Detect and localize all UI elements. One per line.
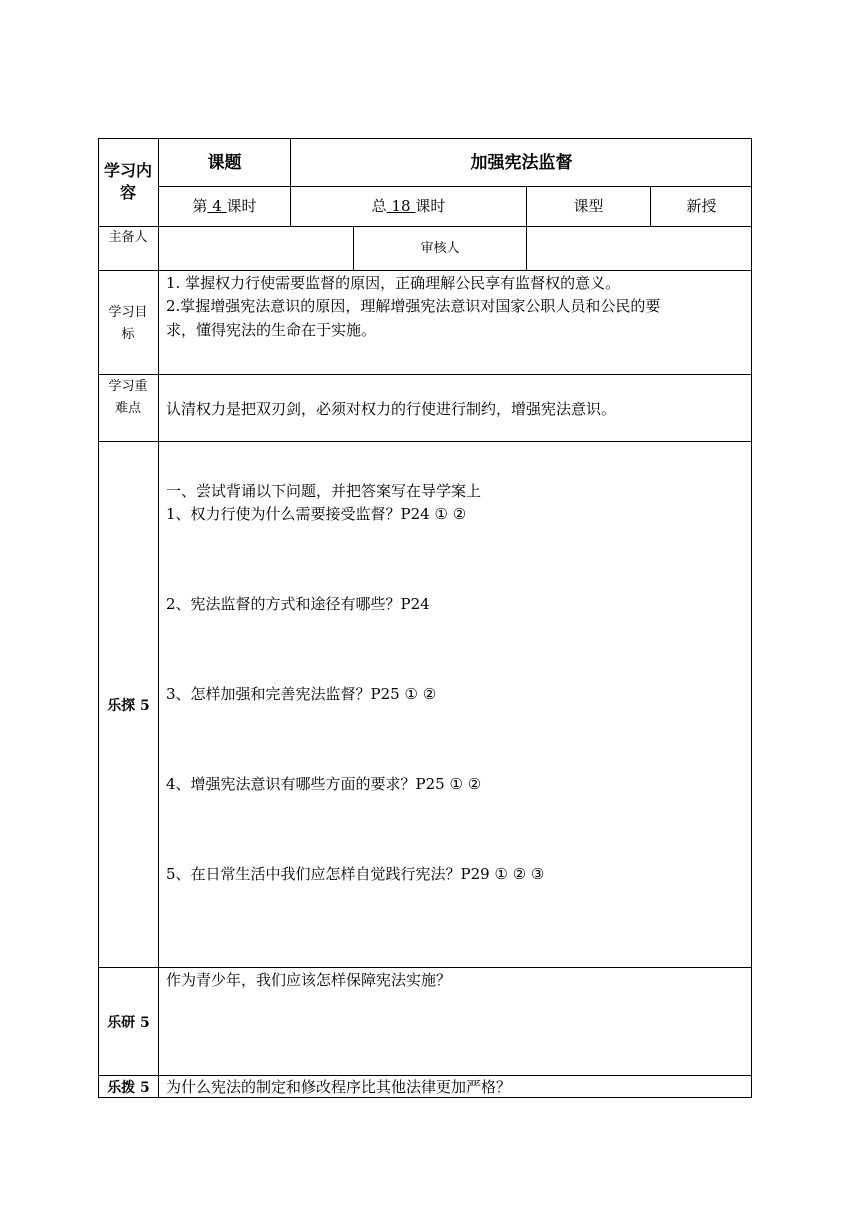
explore-question-5: 5、在日常生活中我们应怎样自觉践行宪法？P29 ① ② ③ — [166, 865, 545, 883]
col-divider — [526, 226, 527, 270]
row-divider — [98, 967, 752, 968]
lesson-number — [159, 196, 290, 216]
total-number-value: 18 — [391, 197, 411, 215]
key-points-text: 认清权力是把双刃剑，必须对权力的行使进行制约，增强宪法意识。 — [166, 400, 617, 418]
key-points-label: 学习重难点 — [108, 379, 148, 416]
total-suffix: 课时 — [415, 197, 446, 215]
row-divider — [98, 374, 752, 375]
lesson-number-value: 4 — [212, 197, 222, 215]
explore-label: 乐探 5 — [107, 698, 150, 714]
row-divider — [98, 270, 752, 271]
lesson-suffix: 课时 — [226, 197, 257, 215]
expand-question: 为什么宪法的制定和修改程序比其他法律更加严格？ — [166, 1078, 512, 1096]
research-question: 作为青少年，我们应该怎样保障宪法实施？ — [166, 971, 452, 989]
col-divider — [158, 138, 159, 1098]
objective-2-line1: 2.掌握增强宪法意识的原因，理解增强宪法意识对国家公职人员和公民的要 — [166, 297, 661, 315]
objective-1: 1. 掌握权力行使需要监督的原因，正确理解公民享有监督权的意义。 — [166, 274, 621, 292]
topic-label: 课题 — [207, 153, 242, 173]
objectives-label: 学习目标 — [108, 305, 148, 342]
explore-question-4: 4、增强宪法意识有哪些方面的要求？P25 ① ② — [166, 775, 482, 793]
row-divider — [158, 186, 752, 187]
lesson-type-label: 课型 — [573, 197, 604, 215]
reviewer-label: 审核人 — [420, 241, 460, 256]
preparer-label: 主备人 — [108, 230, 148, 245]
expand-label: 乐拨 5 — [107, 1080, 150, 1096]
research-label: 乐研 5 — [107, 1015, 150, 1031]
lesson-prefix: 第 — [192, 197, 208, 215]
explore-intro: 一、尝试背诵以下问题，并把答案写在导学案上 — [166, 482, 482, 500]
explore-question-2: 2、宪法监督的方式和途径有哪些？P24 — [166, 595, 430, 613]
row-divider — [98, 226, 752, 227]
study-content-label: 学习内容 — [104, 161, 153, 202]
explore-question-1: 1、权力行使为什么需要接受监督？P24 ① ② — [166, 505, 467, 523]
objective-2-line2: 求，懂得宪法的生命在于实施。 — [166, 321, 377, 339]
total-prefix: 总 — [371, 197, 387, 215]
lesson-type-value: 新授 — [686, 197, 717, 215]
explore-question-3: 3、怎样加强和完善宪法监督？P25 ① ② — [166, 685, 437, 703]
topic-title: 加强宪法监督 — [470, 153, 573, 173]
row-divider — [98, 1075, 752, 1076]
total-lessons — [291, 196, 526, 216]
row-divider — [98, 441, 752, 442]
